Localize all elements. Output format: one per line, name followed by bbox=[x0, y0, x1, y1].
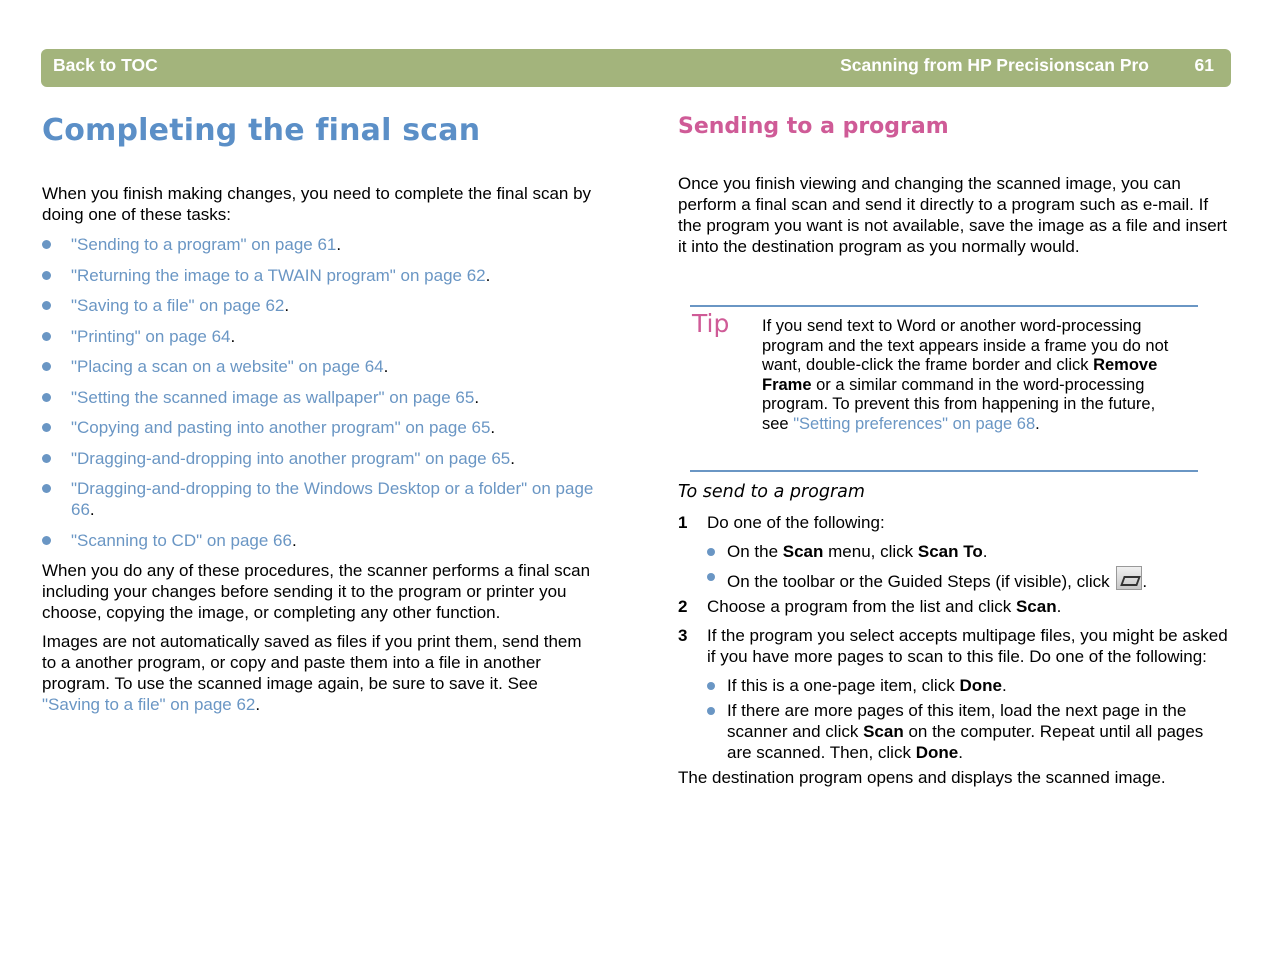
step-3: 3 If the program you select accepts multipage files, you might be asked if you have more pages to scan to this file. Do one of the following: bbox=[678, 626, 1228, 666]
bullet-icon bbox=[42, 393, 51, 402]
list-item: If there are more pages of this item, load the next page in the scanner and click Scan on the computer. Repeat until all pages are scanned. Then, click Done. bbox=[727, 700, 1230, 763]
sending-intro-paragraph: Once you finish viewing and changing the scanned image, you can perform a final scan and send it directly to a program such as e-mail. If the program you want is not available, save the image as a file and insert it into the destination program as you normally would. bbox=[678, 174, 1228, 256]
tip-label: Tip bbox=[692, 309, 730, 338]
bullet-icon bbox=[42, 536, 51, 545]
left-column bbox=[42, 112, 594, 715]
task-link-list bbox=[42, 234, 594, 551]
link-drag-drop-program[interactable]: "Dragging-and-dropping into another program" on page 65 bbox=[71, 448, 511, 468]
list-item: "Dragging-and-dropping into another program" on page 65. bbox=[42, 448, 594, 469]
link-saving-to-file-inline[interactable]: "Saving to a file" on page 62 bbox=[42, 695, 256, 714]
page-number: 61 bbox=[1194, 55, 1214, 75]
link-setting-preferences[interactable]: "Setting preferences" on page 68 bbox=[793, 414, 1036, 433]
bullet-icon bbox=[42, 240, 51, 249]
link-sending-to-program[interactable]: "Sending to a program" on page 61 bbox=[71, 235, 337, 254]
bullet-icon bbox=[707, 548, 715, 556]
link-scan-to-cd[interactable]: "Scanning to CD" on page 66 bbox=[71, 530, 292, 550]
bullet-icon bbox=[707, 682, 715, 690]
list-item: "Placing a scan on a website" on page 64. bbox=[42, 356, 594, 377]
link-copy-paste[interactable]: "Copying and pasting into another program" on page 65 bbox=[71, 418, 491, 437]
step-3-options bbox=[727, 675, 1230, 763]
list-item: "Printing" on page 64. bbox=[42, 326, 594, 347]
section-title: Scanning from HP Precisionscan Pro bbox=[840, 55, 1149, 75]
link-wallpaper[interactable]: "Setting the scanned image as wallpaper" on page 65 bbox=[71, 387, 475, 407]
bullet-icon bbox=[42, 301, 51, 310]
bullet-icon bbox=[42, 332, 51, 341]
right-column bbox=[678, 112, 1230, 788]
bullet-icon bbox=[42, 271, 51, 280]
page-title: Completing the final scan bbox=[42, 113, 481, 148]
step-2: 2 Choose a program from the list and click Scan. bbox=[678, 597, 1062, 616]
link-saving-to-file[interactable]: "Saving to a file" on page 62 bbox=[71, 296, 285, 315]
step-number: 1 bbox=[678, 513, 688, 532]
procedure-title: To send to a program bbox=[678, 482, 865, 502]
step-1-options bbox=[727, 541, 1230, 592]
list-item: "Saving to a file" on page 62. bbox=[42, 295, 594, 316]
section-heading: Sending to a program bbox=[678, 114, 949, 139]
save-note-paragraph: Images are not automatically saved as files if you print them, send them to a another program, or copy and paste them into a file in another program. To use the scanned image again, be sure to save it. See "Saving to a file" on page 62. bbox=[42, 632, 582, 714]
step-1: 1 Do one of the following: bbox=[678, 513, 885, 532]
tip-text: If you send text to Word or another word-processing program and the text appears inside a frame you do not want, double-click the frame border and click Remove Frame or a similar command in the word-processing program. To prevent this from happening in the future, see "Setting preferences" on page 68. bbox=[762, 317, 1169, 433]
link-printing[interactable]: "Printing" on page 64 bbox=[71, 326, 231, 346]
back-to-toc-link[interactable]: Back to TOC bbox=[53, 55, 158, 75]
list-item: If this is a one-page item, click Done. bbox=[727, 675, 1230, 696]
list-item: On the toolbar or the Guided Steps (if visible), click . bbox=[727, 566, 1230, 592]
link-returning-twain[interactable]: "Returning the image to a TWAIN program" on page 62 bbox=[71, 265, 486, 285]
scan-to-icon bbox=[1116, 566, 1142, 590]
step-number: 3 bbox=[678, 626, 688, 645]
list-item: "Sending to a program" on page 61. bbox=[42, 234, 594, 255]
step-number: 2 bbox=[678, 597, 688, 616]
list-item: "Setting the scanned image as wallpaper" on page 65. bbox=[42, 387, 594, 408]
bullet-icon bbox=[42, 423, 51, 432]
link-website[interactable]: "Placing a scan on a website" on page 64 bbox=[71, 357, 384, 376]
list-item: "Returning the image to a TWAIN program" on page 62. bbox=[42, 265, 594, 286]
procedures-paragraph: When you do any of these procedures, the scanner performs a final scan including your changes before sending it to the program or printer you choose, copying the image, or completing any other function. bbox=[42, 561, 591, 622]
bullet-icon bbox=[42, 484, 51, 493]
list-item: On the Scan menu, click Scan To. bbox=[727, 541, 1230, 562]
bullet-icon bbox=[42, 362, 51, 371]
bullet-icon bbox=[42, 454, 51, 463]
bullet-icon bbox=[707, 573, 715, 581]
header-bar bbox=[41, 49, 1231, 87]
closing-paragraph: The destination program opens and displays the scanned image. bbox=[678, 768, 1166, 787]
intro-paragraph: When you finish making changes, you need to complete the final scan by doing one of these tasks: bbox=[42, 184, 592, 224]
list-item: "Dragging-and-dropping to the Windows Desktop or a folder" on page 66. bbox=[42, 478, 594, 520]
tip-box bbox=[690, 305, 1198, 472]
list-item: "Copying and pasting into another program" on page 65. bbox=[42, 417, 594, 438]
bullet-icon bbox=[707, 707, 715, 715]
link-drag-drop-desktop[interactable]: "Dragging-and-dropping to the Windows Desktop or a folder" on page 66 bbox=[71, 479, 594, 519]
list-item: "Scanning to CD" on page 66. bbox=[42, 530, 594, 551]
